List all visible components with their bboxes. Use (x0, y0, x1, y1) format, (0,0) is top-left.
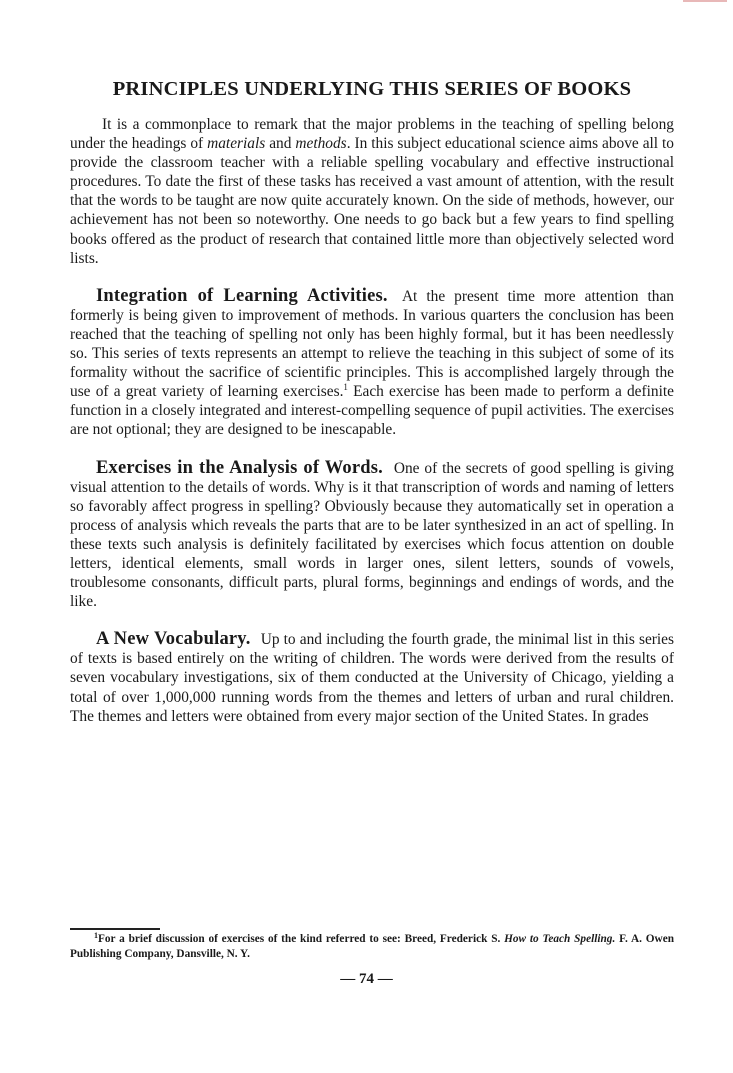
section-body-vocabulary: Up to and including the fourth grade, the minimal list in this series of texts is based entirely on the writing of children. The words were derived from the results of seven vocabulary investigations, six of them conducted at the University of Chicago, yielding a total of over 1,000,000 running words from the themes and letters of urban and rural children. The themes and letters were obtained from every major section of the United States. In grades (70, 631, 674, 725)
footnote-reference: 1 (343, 382, 348, 393)
section-body-integration-1: At the present time more attention than formerly is being given to improvement of methods. In various quarters the conclusion has been reached that the teaching of spelling not only has been highly formal, but it has been needlessly so. This series of texts represents an attempt to relieve the teaching in this subject of some of its formality without the sacrifice of scientific principles. This is accomplished largely through the use of a great variety of learning exercises. (70, 287, 674, 401)
footnote-rule (70, 928, 160, 930)
page-content (70, 78, 674, 726)
section-vocabulary (70, 630, 674, 725)
intro-text-3: . In this subject educational science aims above all to provide the classroom teacher with a reliable spelling vocabulary and effective instructional procedures. To date the first of these tasks has received a vast amount of attention, with the result that the words to be taught are now quite accurately known. On the side of methods, however, our achievement has not been so noteworthy. One needs to go back but a few years to find spelling books offered as the product of research that contained little more than objectively selected word lists. (70, 135, 674, 267)
edge-mark (683, 0, 727, 2)
intro-italic-materials: materials (207, 135, 266, 153)
section-heading-vocabulary: A New Vocabulary. (96, 629, 251, 650)
intro-italic-methods: methods (295, 135, 347, 153)
section-body-integration-2: Each exercise has been made to perform a definite function in a closely integrated and interest-compelling sequence of pupil activities. The exercises are not optional; they are designed to be inescapable. (70, 383, 674, 439)
footnote-book-title: How to Teach Spelling. (504, 933, 616, 945)
footnote-text-2: F. A. Owen Publishing Company, Dansville, N. Y. (70, 933, 675, 960)
intro-text-1: It is a commonplace to remark that the major problems in the teaching of spelling belong under the headings of (70, 116, 674, 153)
section-heading-analysis: Exercises in the Analysis of Words. (96, 457, 383, 478)
footnote-mark: 1 (94, 931, 98, 940)
page-number: — 74 — (340, 971, 393, 987)
footnote (70, 932, 674, 961)
section-analysis (70, 459, 674, 612)
section-integration (70, 287, 674, 440)
page-title: PRINCIPLES UNDERLYING THIS SERIES OF BOOKS (112, 78, 632, 100)
intro-paragraph (70, 115, 674, 268)
section-body-analysis: One of the secrets of good spelling is giving visual attention to the details of words. Why is it that transcription of words and naming of letters so favorably affect progress in spelling? Obviously because they automatically set in operation a process of analysis which reveals the parts that are to be later synthesized in an act of spelling. In these texts such analysis is definitely facilitated by exercises which focus attention on double letters, identical elements, small words in larger ones, silent letters, sounds of vowels, troublesome consonants, difficult parts, plural forms, beginnings and endings of words, and the like. (70, 459, 674, 611)
intro-text-2: and (265, 135, 296, 153)
section-heading-integration: Integration of Learning Activities. (96, 285, 388, 306)
footnote-text-1: For a brief discussion of exercises of the kind referred to see: Breed, Frederick S. (98, 933, 505, 945)
